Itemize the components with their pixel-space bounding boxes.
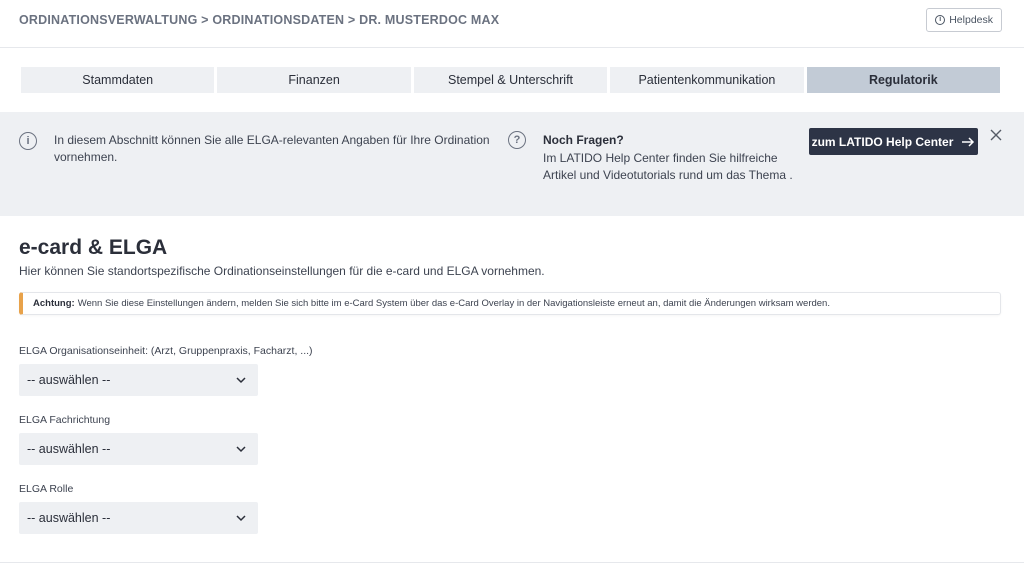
info-circle-icon: i — [935, 15, 945, 25]
chevron-down-icon — [235, 512, 247, 524]
question-title: Noch Fragen? — [543, 133, 624, 147]
helpdesk-label: Helpdesk — [949, 14, 993, 26]
help-center-button-label: zum LATIDO Help Center — [811, 134, 954, 149]
select-value: -- auswählen -- — [27, 511, 111, 525]
select-value: -- auswählen -- — [27, 373, 111, 387]
section-title: e-card & ELGA — [19, 236, 168, 259]
tab-stempel-unterschrift[interactable]: Stempel & Unterschrift — [414, 67, 607, 93]
tab-stammdaten[interactable]: Stammdaten — [21, 67, 214, 93]
elga-rolle-select[interactable] — [19, 502, 258, 534]
question-icon: ? — [508, 131, 526, 149]
tab-patientenkommunikation[interactable]: Patientenkommunikation — [610, 67, 803, 93]
breadcrumb: ORDINATIONSVERWALTUNG > ORDINATIONSDATEN > DR. MUSTERDOC MAX — [19, 13, 500, 27]
elga-fachrichtung-select[interactable] — [19, 433, 258, 465]
elga-fachrichtung-label: ELGA Fachrichtung — [19, 414, 111, 426]
chevron-down-icon — [235, 374, 247, 386]
section-subtitle: Hier können Sie standortspezifische Ordinationseinstellungen für die e-card und ELGA vornehmen. — [19, 264, 545, 278]
alert-label: Achtung: — [33, 298, 75, 309]
close-icon[interactable] — [988, 127, 1004, 143]
top-bar — [0, 0, 1024, 48]
elga-rolle-label: ELGA Rolle — [19, 483, 74, 495]
select-value: -- auswählen -- — [27, 442, 111, 456]
alert-text: Wenn Sie diese Einstellungen ändern, melden Sie sich bitte im e-Card System über das e-Card Overlay in der Navigationsleiste erneut an, damit die Änderungen wirksam werden. — [77, 298, 830, 309]
info-text: In diesem Abschnitt können Sie alle ELGA-relevanten Angaben für Ihre Ordination vornehmen. — [54, 133, 490, 164]
divider — [0, 562, 1024, 563]
tab-finanzen[interactable]: Finanzen — [217, 67, 410, 93]
chevron-down-icon — [235, 443, 247, 455]
tab-regulatorik[interactable]: Regulatorik — [807, 67, 1000, 93]
info-icon: i — [19, 132, 37, 150]
warning-alert — [19, 292, 1001, 315]
help-center-button[interactable] — [809, 128, 978, 155]
helpdesk-button[interactable] — [926, 8, 1002, 32]
elga-organisationseinheit-label: ELGA Organisationseinheit: (Arzt, Gruppenpraxis, Facharzt, ...) — [19, 345, 313, 357]
question-text: Im LATIDO Help Center finden Sie hilfreiche Artikel und Videotutorials rund um das Thema . — [543, 151, 793, 182]
tab-bar — [21, 67, 1000, 93]
arrow-right-icon — [961, 137, 975, 147]
elga-organisationseinheit-select[interactable] — [19, 364, 258, 396]
